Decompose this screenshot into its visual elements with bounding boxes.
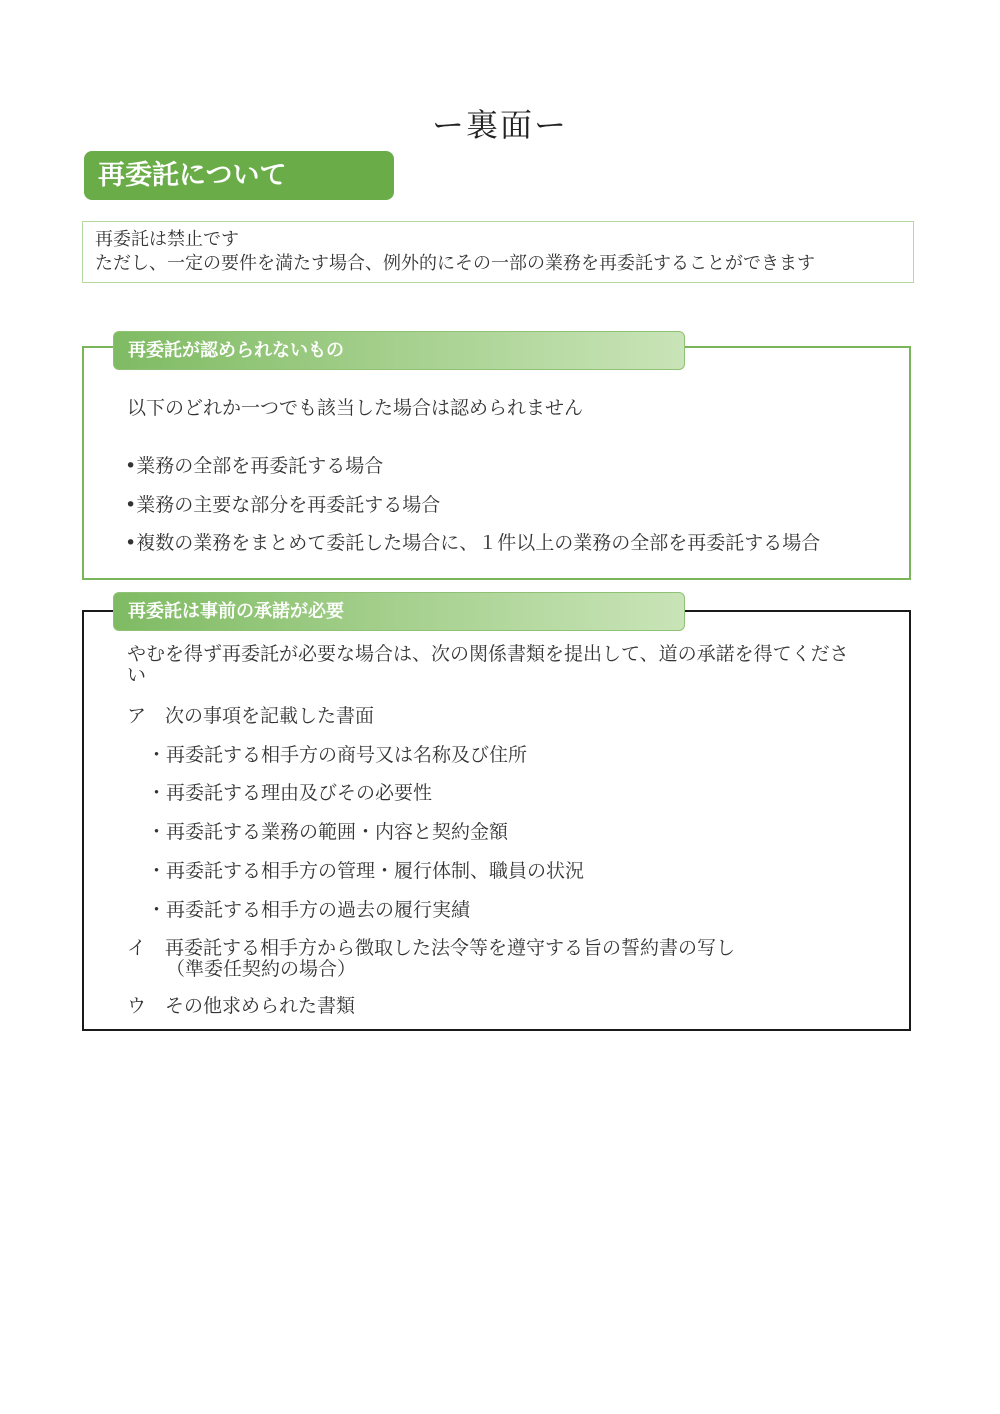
section1-item-2: •業務の主要な部分を再委託する場合 <box>125 494 441 516</box>
item-u-label: ウ その他求められた書類 <box>127 995 356 1017</box>
notice-line-2: ただし、一定の要件を満たす場合、例外的にその一部の業務を再委託することができます <box>95 253 815 274</box>
notice-box <box>82 221 914 283</box>
section1-item-1: •業務の全部を再委託する場合 <box>125 455 384 477</box>
main-heading-banner: 再委託について <box>84 151 394 200</box>
item-a-label: ア 次の事項を記載した書面 <box>127 705 375 727</box>
item-a-sub-5: ・再委託する相手方の過去の履行実績 <box>147 899 471 921</box>
page-title: ー裏面ー <box>431 106 568 144</box>
item-a-sub-3: ・再委託する業務の範囲・内容と契約金額 <box>147 821 509 843</box>
notice-line-1: 再委託は禁止です <box>95 229 239 250</box>
item-i-line-2: （準委任契約の場合） <box>166 958 357 980</box>
section-prior-approval-title: 再委託は事前の承諾が必要 <box>113 592 685 631</box>
section1-item-3: •複数の業務をまとめて委託した場合に、１件以上の業務の全部を再委託する場合 <box>125 532 821 554</box>
item-a-sub-4: ・再委託する相手方の管理・履行体制、職員の状況 <box>147 860 585 882</box>
item-i-line-1: イ 再委託する相手方から徴取した法令等を遵守する旨の誓約書の写し <box>127 937 736 959</box>
section2-intro: やむを得ず再委託が必要な場合は、次の関係書類を提出して、道の承諾を得てください <box>127 643 849 686</box>
section1-intro: 以下のどれか一つでも該当した場合は認められません <box>127 397 584 419</box>
item-a-sub-2: ・再委託する理由及びその必要性 <box>147 782 433 804</box>
item-a-sub-1: ・再委託する相手方の商号又は名称及び住所 <box>147 744 528 766</box>
section-not-permitted-title: 再委託が認められないもの <box>113 331 685 370</box>
